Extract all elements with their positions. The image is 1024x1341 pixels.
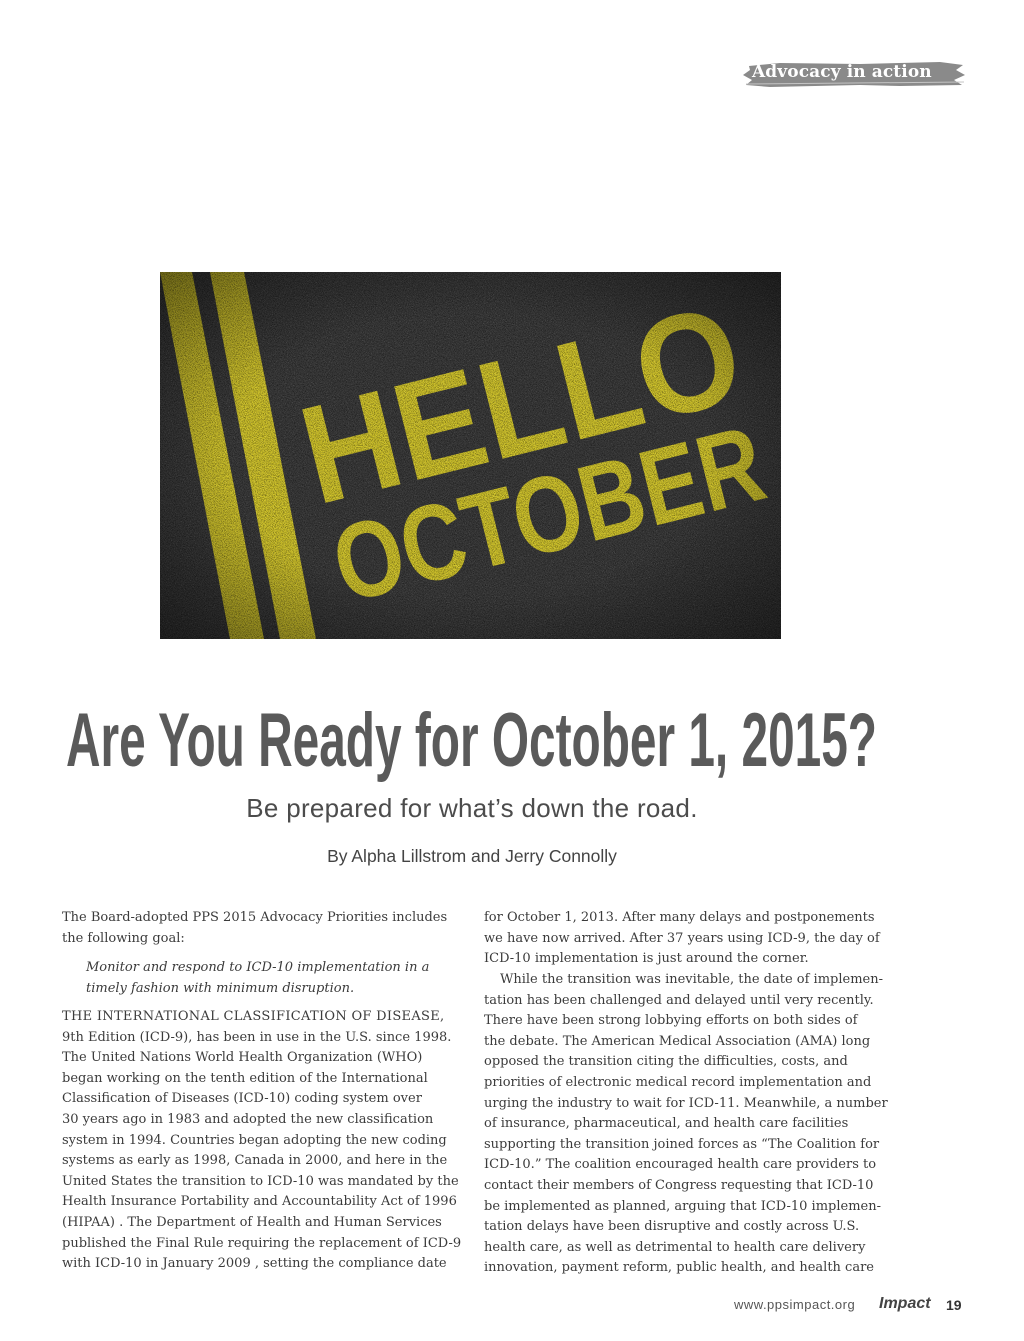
section-tag: Advocacy in action <box>752 62 932 82</box>
body-line: The United Nations World Health Organization (WHO) <box>62 1050 423 1066</box>
body-line: There have been strong lobbying efforts on both sides of <box>484 1013 858 1029</box>
hero-image <box>160 272 781 639</box>
body-line: United States the transition to ICD-10 was mandated by the <box>62 1173 459 1189</box>
image-vignette <box>160 272 781 639</box>
body-line: 9th Edition (ICD-9), has been in use in the U.S. since 1998. <box>62 1029 452 1045</box>
body-line: supporting the transition joined forces as “The Coalition for <box>484 1136 880 1152</box>
body-line: 30 years ago in 1983 and adopted the new classification <box>62 1111 434 1127</box>
right-column-body <box>484 970 904 1279</box>
body-line: be implemented as planned, arguing that ICD-10 implemen- <box>484 1198 881 1214</box>
body-line: began working on the tenth edition of the International <box>62 1070 428 1086</box>
body-line: we have now arrived. After 37 years using ICD-9, the day of <box>484 930 880 946</box>
body-line: the following goal: <box>62 930 185 946</box>
goal-quote <box>62 958 482 999</box>
quote-line: timely fashion with minimum disruption. <box>86 980 355 996</box>
left-column-body <box>62 1007 482 1275</box>
body-line: innovation, payment reform, public health, and health care <box>484 1260 874 1276</box>
article-title-text: Are You Ready for October 1, 2015? <box>66 700 877 783</box>
body-line: The Board-adopted PPS 2015 Advocacy Priorities includes <box>62 910 448 925</box>
article-byline: By Alpha Lillstrom and Jerry Connolly <box>327 846 617 866</box>
body-line: urging the industry to wait for ICD-11. Meanwhile, a number <box>484 1095 888 1111</box>
body-line: for October 1, 2013. After many delays and postponements <box>484 910 875 925</box>
body-line: contact their members of Congress requesting that ICD-10 <box>484 1177 874 1193</box>
page-number: 19 <box>946 1297 962 1313</box>
body-line: published the Final Rule requiring the replacement of ICD-9 <box>62 1235 462 1251</box>
article-title <box>0 700 1024 790</box>
body-line-paragraph-start: While the transition was inevitable, the date of implemen- <box>500 972 883 987</box>
left-column-intro <box>62 908 482 949</box>
footer-url: www.ppsimpact.org <box>734 1297 856 1312</box>
body-line: ICD-10.” The coalition encouraged health care providers to <box>484 1157 877 1173</box>
body-line: tation delays have been disruptive and costly across U.S. <box>484 1219 860 1235</box>
body-line: with ICD-10 in January 2009 , setting the compliance date <box>62 1256 447 1272</box>
body-line: ICD-10 implementation is just around the corner. <box>484 951 809 967</box>
body-line: systems as early as 1998, Canada in 2000, and here in the <box>62 1153 448 1169</box>
body-line: the debate. The American Medical Association (AMA) long <box>484 1033 871 1049</box>
body-line: Classification of Diseases (ICD-10) coding system over <box>62 1091 422 1107</box>
body-line: priorities of electronic medical record implementation and <box>484 1074 872 1090</box>
body-line: opposed the transition citing the difficulties, costs, and <box>484 1054 848 1070</box>
body-line: health care, as well as detrimental to health care delivery <box>484 1239 866 1255</box>
body-line: tation has been challenged and delayed until very recently. <box>484 992 874 1008</box>
body-line: system in 1994. Countries began adopting the new coding <box>62 1132 447 1148</box>
body-line: of insurance, pharmaceutical, and health care facilities <box>484 1116 849 1132</box>
article-subtitle: Be prepared for what’s down the road. <box>246 793 698 823</box>
body-line-lead-in: THE INTERNATIONAL CLASSIFICATION OF DISEASE, <box>62 1009 445 1024</box>
body-line: Health Insurance Portability and Accountability Act of 1996 <box>62 1194 457 1210</box>
footer-magazine-name: Impact <box>879 1295 931 1312</box>
quote-line: Monitor and respond to ICD-10 implementation in a <box>86 960 430 975</box>
right-column-continuation <box>484 908 904 970</box>
body-line: (HIPAA) . The Department of Health and Human Services <box>62 1214 442 1230</box>
